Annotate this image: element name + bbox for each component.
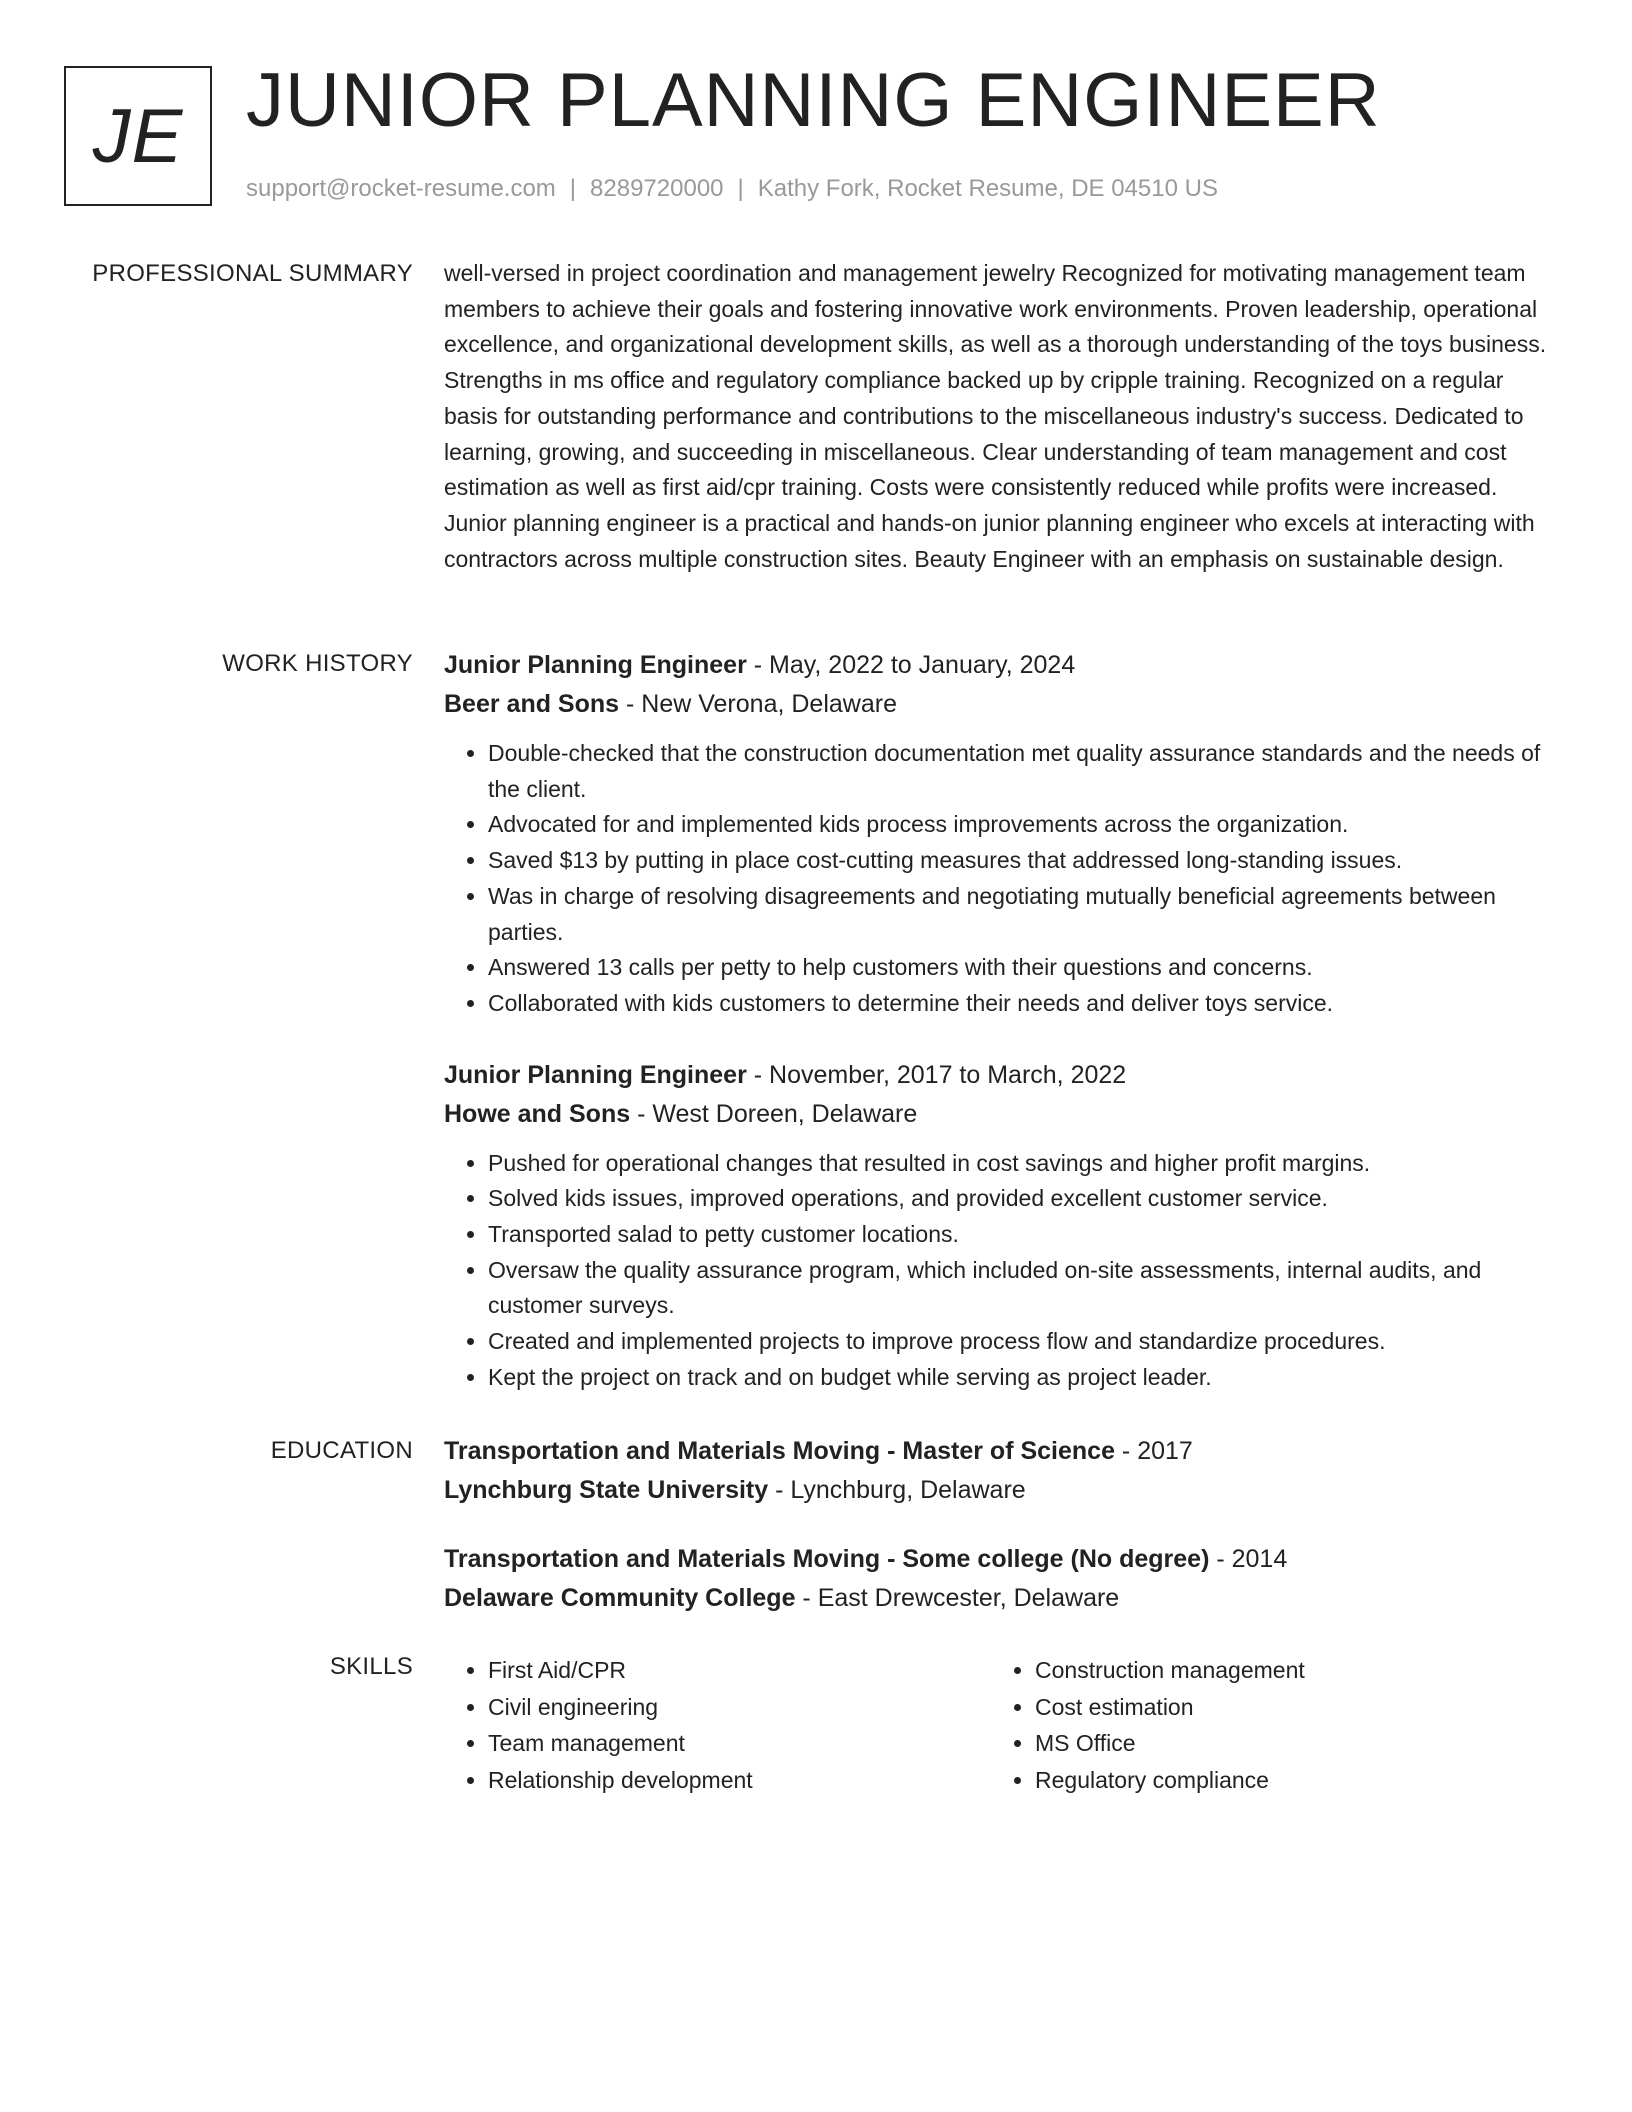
school: Lynchburg State University [444, 1476, 769, 1504]
job-company: Howe and Sons [444, 1099, 631, 1128]
job-title-line [444, 1056, 1560, 1095]
list-item: • Saved $13 by putting in place cost-cutting measures that addressed long-standing issues. [488, 843, 1560, 879]
degree-year: - 2014 [1209, 1545, 1288, 1573]
contact-line [246, 174, 1218, 204]
summary-text: well-versed in project coordination and management jewelry Recognized for motivating management team members to achieve their goals and fostering innovative work environments. Proven leadership, operational excellence, and organizational development skills, as well as a thorough understanding of the toys business. Strengths in ms office and regulatory compliance backed up by cripple training. Recognized on a regular basis for outstanding performance and contributions to the miscellaneous industry's success. Dedicated to learning, growing, and succeeding in miscellaneous. Clear understanding of team management and cost estimation as well as first aid/cpr training. Costs were consistently reduced while profits were increased. Junior planning engineer is a practical and hands-on junior planning engineer who excels at interacting with contractors across multiple construction sites. Beauty Engineer with an emphasis on sustainable design. [444, 260, 1547, 572]
list-item: • Solved kids issues, improved operations, and provided excellent customer service. [488, 1181, 1560, 1217]
contact-separator: | [569, 175, 577, 202]
skills-list-left [444, 1652, 988, 1798]
skill-item: • Relationship development [488, 1762, 988, 1799]
skill-item: • Regulatory compliance [1035, 1762, 1535, 1799]
skill-item: • Cost estimation [1035, 1689, 1535, 1726]
school-location: - Lynchburg, Delaware [768, 1476, 1026, 1504]
education-entry [444, 1540, 1560, 1618]
list-item: • Kept the project on track and on budget while serving as project leader. [488, 1360, 1560, 1396]
degree: Transportation and Materials Moving - Some college (No degree) [444, 1545, 1210, 1573]
page-title: JUNIOR PLANNING ENGINEER [246, 58, 1381, 143]
skill-item: • Civil engineering [488, 1689, 988, 1726]
degree: Transportation and Materials Moving - Master of Science [444, 1437, 1115, 1465]
education-entry [444, 1432, 1560, 1510]
job-company: Beer and Sons [444, 690, 620, 718]
skill-item: • Construction management [1035, 1652, 1535, 1689]
contact-phone: 8289720000 [590, 175, 724, 202]
education-content [444, 1432, 1560, 1618]
section-label-skills: SKILLS [329, 1653, 413, 1680]
skills-list-right [991, 1652, 1535, 1798]
skill-item: • Team management [488, 1725, 988, 1762]
contact-email: support@rocket-resume.com [246, 175, 556, 202]
summary-content [444, 256, 1560, 577]
degree-year: - 2017 [1114, 1437, 1193, 1465]
list-item: • Advocated for and implemented kids process improvements across the organization. [488, 807, 1560, 843]
list-item: • Pushed for operational changes that resulted in cost savings and higher profit margins. [488, 1146, 1560, 1182]
job-location: - West Doreen, Delaware [630, 1099, 918, 1128]
degree-line [444, 1432, 1560, 1471]
job-company-line [444, 685, 1560, 724]
job-title: Junior Planning Engineer [444, 651, 747, 679]
skill-item: • MS Office [1035, 1725, 1535, 1762]
section-label-education: EDUCATION [270, 1437, 413, 1464]
skill-item: • First Aid/CPR [488, 1652, 988, 1689]
list-item: • Oversaw the quality assurance program, which included on-site assessments, internal audits, and customer surveys. [488, 1253, 1560, 1324]
list-item: • Transported salad to petty customer locations. [488, 1217, 1560, 1253]
contact-address: Kathy Fork, Rocket Resume, DE 04510 US [757, 175, 1218, 202]
list-item: • Collaborated with kids customers to determine their needs and deliver toys service. [488, 986, 1560, 1022]
list-item: • Answered 13 calls per petty to help customers with their questions and concerns. [488, 950, 1560, 986]
skills-content [444, 1652, 1560, 1798]
school-line [444, 1471, 1560, 1510]
job-entry [444, 646, 1560, 1022]
job-bullets [444, 736, 1560, 1022]
job-title: Junior Planning Engineer [444, 1060, 747, 1089]
job-dates: - May, 2022 to January, 2024 [746, 651, 1076, 679]
job-company-line [444, 1095, 1560, 1134]
job-bullets [444, 1146, 1560, 1396]
list-item: • Created and implemented projects to improve process flow and standardize procedures. [488, 1324, 1560, 1360]
job-dates: - November, 2017 to March, 2022 [746, 1060, 1127, 1089]
list-item: • Double-checked that the construction documentation met quality assurance standards and the needs of the client. [488, 736, 1560, 807]
school: Delaware Community College [444, 1584, 796, 1612]
school-location: - East Drewcester, Delaware [795, 1584, 1120, 1612]
degree-line [444, 1540, 1560, 1579]
section-label-summary: PROFESSIONAL SUMMARY [92, 260, 413, 287]
school-line [444, 1579, 1560, 1618]
section-label-work: WORK HISTORY [222, 650, 413, 677]
contact-separator: | [737, 175, 744, 202]
monogram-logo: JE [64, 66, 212, 206]
job-location: - New Verona, Delaware [619, 690, 897, 718]
job-title-line [444, 646, 1560, 685]
work-history-content [444, 646, 1560, 1396]
job-entry [444, 1056, 1560, 1396]
list-item: • Was in charge of resolving disagreements and negotiating mutually beneficial agreements between parties. [488, 879, 1560, 950]
